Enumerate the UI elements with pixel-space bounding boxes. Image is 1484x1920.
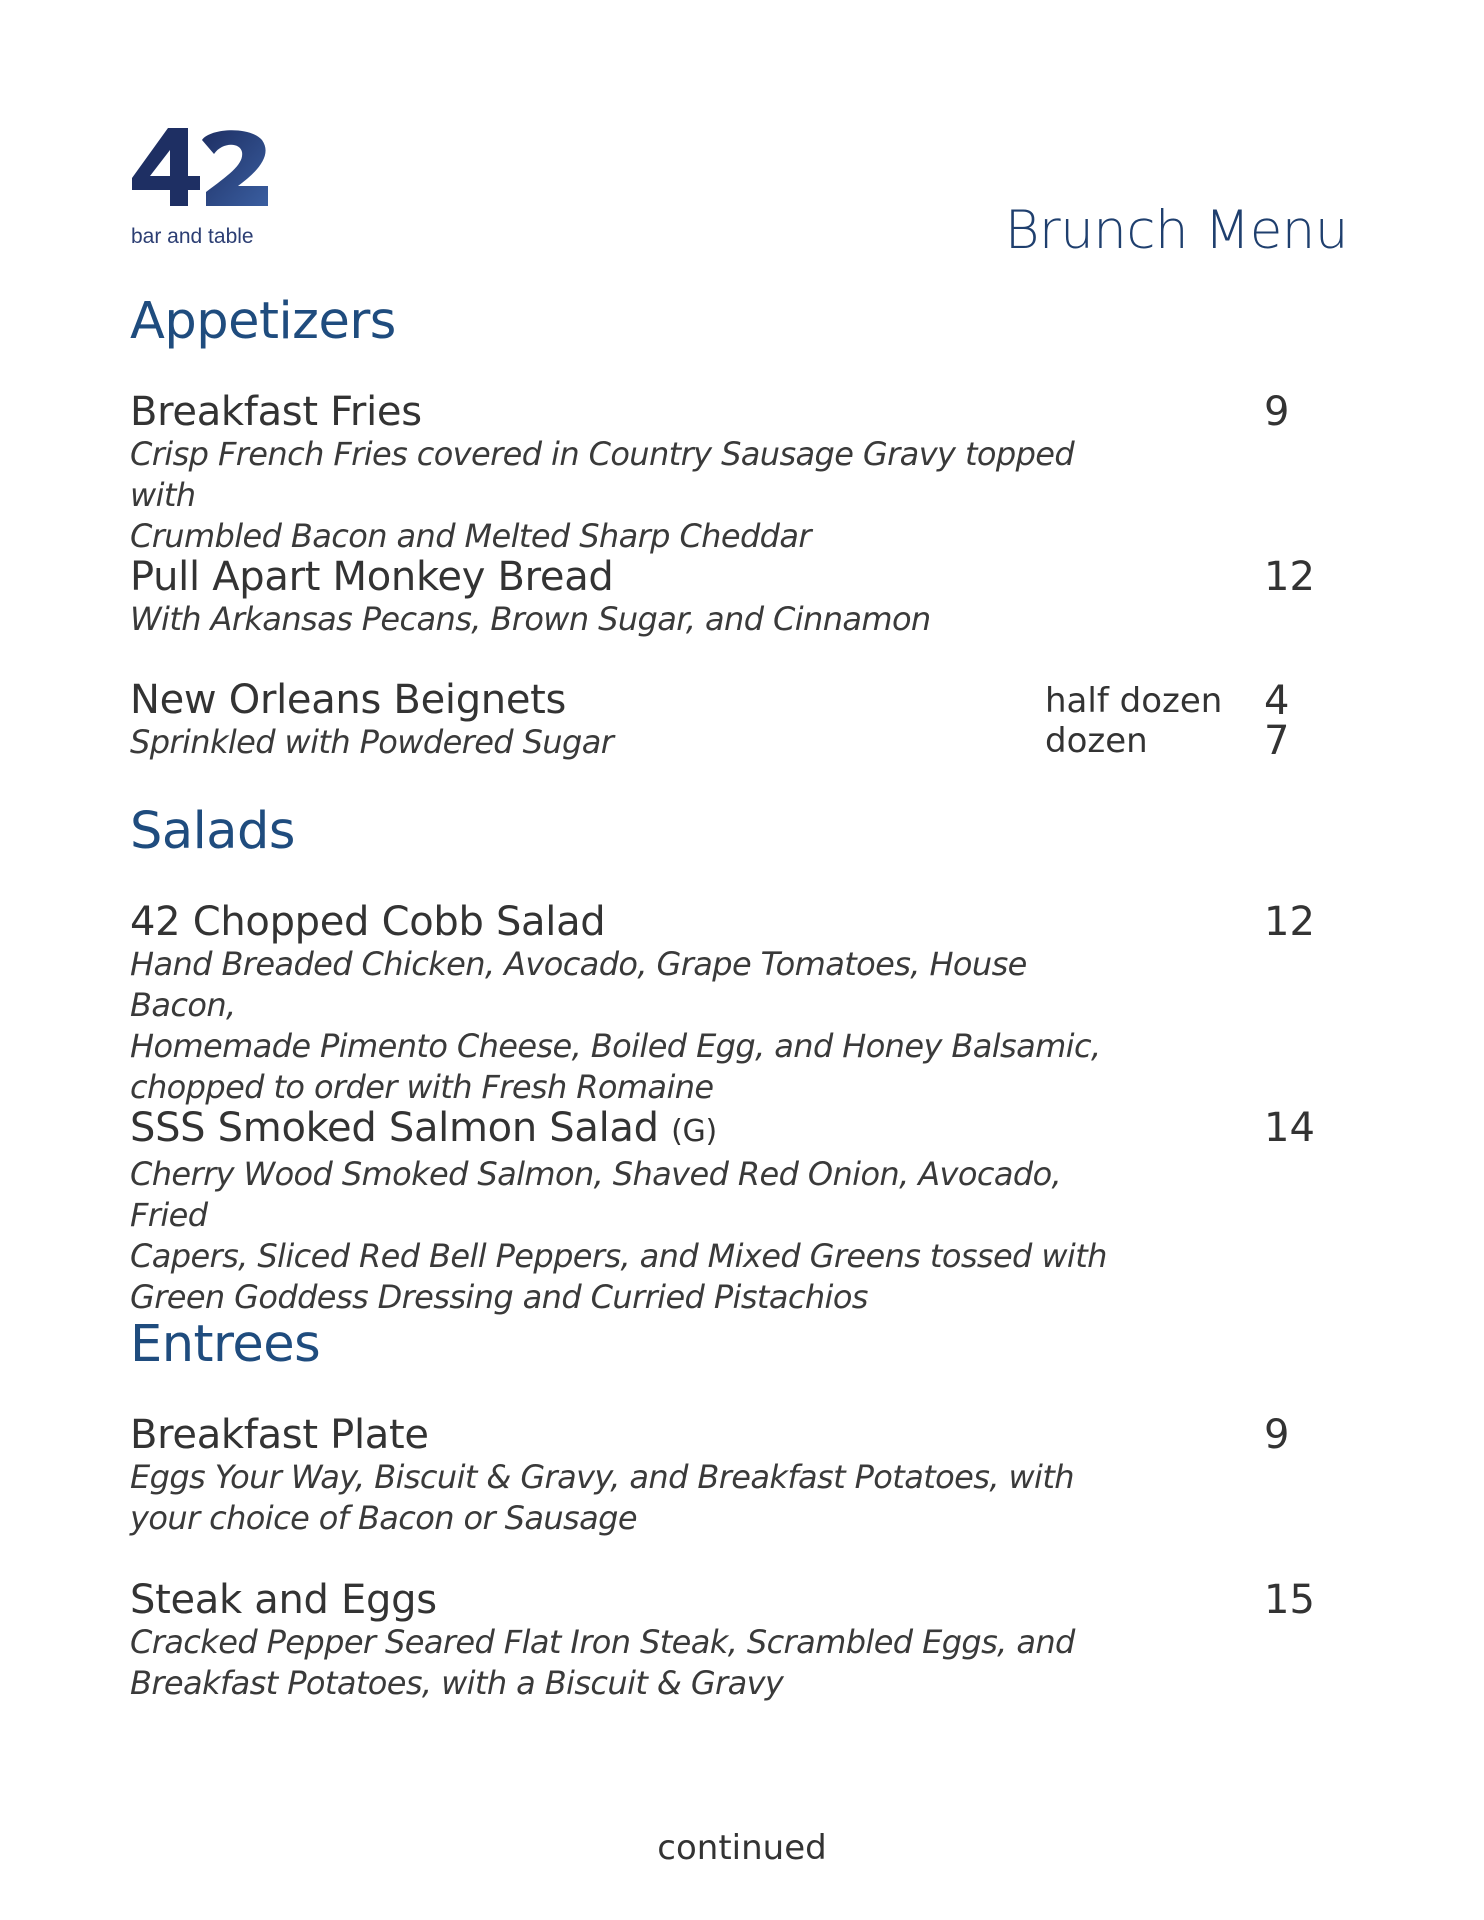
desc-line: Cracked Pepper Seared Flat Iron Steak, Scrambled Eggs, and (130, 1623, 1075, 1661)
desc-line: Eggs Your Way, Biscuit & Gravy, and Breakfast Potatoes, with (130, 1458, 1074, 1496)
menu-title: Brunch Menu (1004, 200, 1348, 261)
menu-item-monkey-bread (130, 555, 1360, 640)
section-title-salads: Salads (130, 802, 295, 861)
item-description (130, 1457, 1130, 1539)
desc-line: Hand Breaded Chicken, Avocado, Grape Tomatoes, House Bacon, (130, 945, 1027, 1024)
menu-item-salmon-salad (130, 1106, 1360, 1318)
desc-line: With Arkansas Pecans, Brown Sugar, and Cinnamon (130, 600, 931, 638)
item-price: 9 (1264, 1412, 1290, 1458)
menu-item-steak-and-eggs (130, 1578, 1360, 1704)
gluten-free-tag: (G) (671, 1114, 717, 1149)
item-name: 42 Chopped Cobb Salad (130, 899, 606, 945)
item-description (130, 434, 1130, 557)
desc-line: chopped to order with Fresh Romaine (130, 1068, 714, 1106)
desc-line: Homemade Pimento Cheese, Boiled Egg, and Honey Balsamic, (130, 1027, 1101, 1065)
item-description (130, 599, 1130, 640)
item-price: 15 (1264, 1577, 1315, 1623)
desc-line: Cherry Wood Smoked Salmon, Shaved Red Onion, Avocado, Fried (130, 1155, 1062, 1234)
item-price: 12 (1264, 554, 1315, 600)
portion-label-half-dozen: half dozen (1045, 681, 1223, 721)
item-name: New Orleans Beignets (130, 677, 567, 723)
continued-note: continued (657, 1828, 827, 1868)
logo-42-mark (130, 128, 270, 208)
desc-line: Breakfast Potatoes, with a Biscuit & Gravy (130, 1664, 784, 1702)
item-name (130, 1106, 1360, 1154)
desc-line: Sprinkled with Powdered Sugar (130, 723, 614, 761)
item-name: Steak and Eggs (130, 1577, 437, 1623)
item-name: Breakfast Plate (130, 1412, 429, 1458)
desc-line: Crisp French Fries covered in Country Sausage Gravy topped with (130, 435, 1075, 514)
desc-line: Capers, Sliced Red Bell Peppers, and Mixed Greens tossed with (130, 1237, 1107, 1275)
desc-line: Crumbled Bacon and Melted Sharp Cheddar (130, 517, 811, 555)
section-title-entrees: Entrees (130, 1315, 321, 1374)
menu-item-breakfast-fries (130, 390, 1360, 557)
portion-price-dozen: 7 (1264, 718, 1290, 764)
menu-item-cobb-salad (130, 900, 1360, 1108)
portion-price-half-dozen: 4 (1264, 678, 1290, 724)
desc-line: Green Goddess Dressing and Curried Pistachios (130, 1278, 868, 1316)
logo-tagline: bar and table (131, 225, 254, 248)
item-description (130, 1154, 1130, 1318)
item-price: 14 (1264, 1105, 1315, 1151)
item-price: 9 (1264, 389, 1290, 435)
item-name: Pull Apart Monkey Bread (130, 554, 614, 600)
section-title-appetizers: Appetizers (130, 292, 396, 351)
item-description (130, 944, 1130, 1108)
item-name: Breakfast Fries (130, 389, 422, 435)
desc-line: your choice of Bacon or Sausage (130, 1499, 637, 1537)
item-description (130, 722, 1130, 763)
item-name-text: SSS Smoked Salmon Salad (130, 1105, 659, 1151)
menu-item-breakfast-plate (130, 1413, 1360, 1539)
item-description (130, 1622, 1130, 1704)
item-price: 12 (1264, 899, 1315, 945)
restaurant-logo (130, 128, 280, 258)
menu-item-beignets (130, 678, 1360, 763)
portion-label-dozen: dozen (1045, 721, 1148, 761)
